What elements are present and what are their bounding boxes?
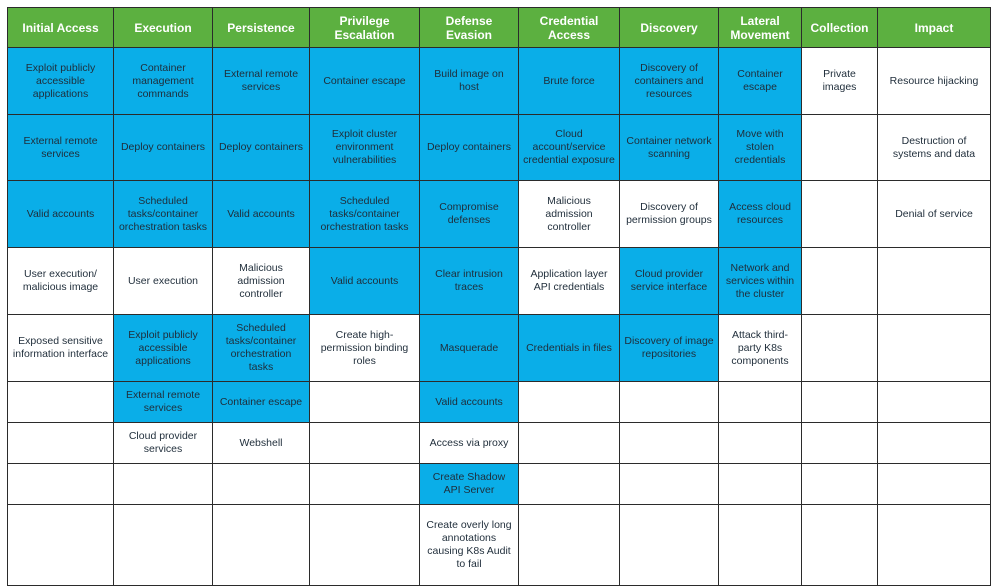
empty-cell (802, 423, 878, 464)
empty-cell (719, 464, 802, 505)
empty-cell (719, 382, 802, 423)
technique-cell: Clear intrusion traces (420, 248, 519, 315)
matrix-row (8, 248, 991, 315)
empty-cell (8, 464, 114, 505)
technique-cell: Deploy containers (420, 115, 519, 181)
empty-cell (519, 382, 620, 423)
matrix-row (8, 115, 991, 181)
technique-cell: Scheduled tasks/container orchestration tasks (114, 181, 213, 248)
empty-cell (719, 505, 802, 586)
header-defense-evasion: Defense Evasion (420, 8, 519, 48)
technique-cell: Masquerade (420, 315, 519, 382)
technique-cell: Webshell (213, 423, 310, 464)
empty-cell (620, 464, 719, 505)
header-credential-access: Credential Access (519, 8, 620, 48)
technique-cell: Deploy containers (213, 115, 310, 181)
empty-cell (519, 464, 620, 505)
empty-cell (213, 505, 310, 586)
empty-cell (310, 505, 420, 586)
technique-cell: Cloud account/service credential exposure (519, 115, 620, 181)
technique-cell: Access via proxy (420, 423, 519, 464)
header-lateral-movement: Lateral Movement (719, 8, 802, 48)
empty-cell (878, 248, 991, 315)
header-persistence: Persistence (213, 8, 310, 48)
technique-cell: Valid accounts (213, 181, 310, 248)
technique-cell: Create Shadow API Server (420, 464, 519, 505)
technique-cell: Destruction of systems and data (878, 115, 991, 181)
attack-matrix-table (7, 7, 991, 586)
technique-cell: Create overly long annotations causing K8s Audit to fail (420, 505, 519, 586)
empty-cell (878, 464, 991, 505)
technique-cell: Discovery of containers and resources (620, 48, 719, 115)
header-execution: Execution (114, 8, 213, 48)
technique-cell: Container management commands (114, 48, 213, 115)
technique-cell: Container escape (719, 48, 802, 115)
matrix-row (8, 48, 991, 115)
empty-cell (310, 464, 420, 505)
empty-cell (310, 382, 420, 423)
technique-cell: User execution (114, 248, 213, 315)
technique-cell: External remote services (114, 382, 213, 423)
empty-cell (114, 505, 213, 586)
technique-cell: Cloud provider service interface (620, 248, 719, 315)
technique-cell: External remote services (213, 48, 310, 115)
technique-cell: Move with stolen credentials (719, 115, 802, 181)
technique-cell: Attack third-party K8s components (719, 315, 802, 382)
header-privilege-escalation: Privilege Escalation (310, 8, 420, 48)
empty-cell (620, 382, 719, 423)
technique-cell: Scheduled tasks/container orchestration tasks (310, 181, 420, 248)
empty-cell (878, 423, 991, 464)
technique-cell: Exploit publicly accessible applications (114, 315, 213, 382)
empty-cell (114, 464, 213, 505)
technique-cell: Exploit publicly accessible applications (8, 48, 114, 115)
technique-cell: External remote services (8, 115, 114, 181)
empty-cell (802, 382, 878, 423)
empty-cell (519, 505, 620, 586)
technique-cell: User execution/ malicious image (8, 248, 114, 315)
matrix-row (8, 382, 991, 423)
technique-cell: Discovery of permission groups (620, 181, 719, 248)
technique-cell: Private images (802, 48, 878, 115)
technique-cell: Credentials in files (519, 315, 620, 382)
technique-cell: Build image on host (420, 48, 519, 115)
empty-cell (8, 505, 114, 586)
empty-cell (878, 315, 991, 382)
empty-cell (878, 382, 991, 423)
technique-cell: Compromise defenses (420, 181, 519, 248)
technique-cell: Network and services within the cluster (719, 248, 802, 315)
technique-cell: Discovery of image repositories (620, 315, 719, 382)
technique-cell: Scheduled tasks/container orchestration tasks (213, 315, 310, 382)
matrix-row (8, 505, 991, 586)
empty-cell (620, 423, 719, 464)
matrix-row (8, 464, 991, 505)
header-row (8, 8, 991, 48)
technique-cell: Container escape (310, 48, 420, 115)
technique-cell: Cloud provider services (114, 423, 213, 464)
technique-cell: Denial of service (878, 181, 991, 248)
empty-cell (802, 315, 878, 382)
header-initial-access: Initial Access (8, 8, 114, 48)
empty-cell (802, 115, 878, 181)
technique-cell: Valid accounts (420, 382, 519, 423)
empty-cell (310, 423, 420, 464)
empty-cell (802, 505, 878, 586)
empty-cell (8, 423, 114, 464)
header-discovery: Discovery (620, 8, 719, 48)
empty-cell (878, 505, 991, 586)
technique-cell: Malicious admission controller (213, 248, 310, 315)
technique-cell: Container network scanning (620, 115, 719, 181)
technique-cell: Create high-permission binding roles (310, 315, 420, 382)
empty-cell (213, 464, 310, 505)
matrix-row (8, 315, 991, 382)
matrix-row (8, 423, 991, 464)
attack-matrix (7, 7, 991, 586)
empty-cell (719, 423, 802, 464)
header-impact: Impact (878, 8, 991, 48)
header-collection: Collection (802, 8, 878, 48)
empty-cell (802, 248, 878, 315)
technique-cell: Access cloud resources (719, 181, 802, 248)
empty-cell (802, 181, 878, 248)
empty-cell (519, 423, 620, 464)
technique-cell: Valid accounts (8, 181, 114, 248)
technique-cell: Malicious admission controller (519, 181, 620, 248)
empty-cell (802, 464, 878, 505)
technique-cell: Deploy containers (114, 115, 213, 181)
technique-cell: Valid accounts (310, 248, 420, 315)
technique-cell: Brute force (519, 48, 620, 115)
technique-cell: Exposed sensitive information interface (8, 315, 114, 382)
empty-cell (8, 382, 114, 423)
technique-cell: Exploit cluster environment vulnerabilities (310, 115, 420, 181)
technique-cell: Resource hijacking (878, 48, 991, 115)
matrix-row (8, 181, 991, 248)
matrix-body (8, 48, 991, 586)
empty-cell (620, 505, 719, 586)
technique-cell: Application layer API credentials (519, 248, 620, 315)
technique-cell: Container escape (213, 382, 310, 423)
